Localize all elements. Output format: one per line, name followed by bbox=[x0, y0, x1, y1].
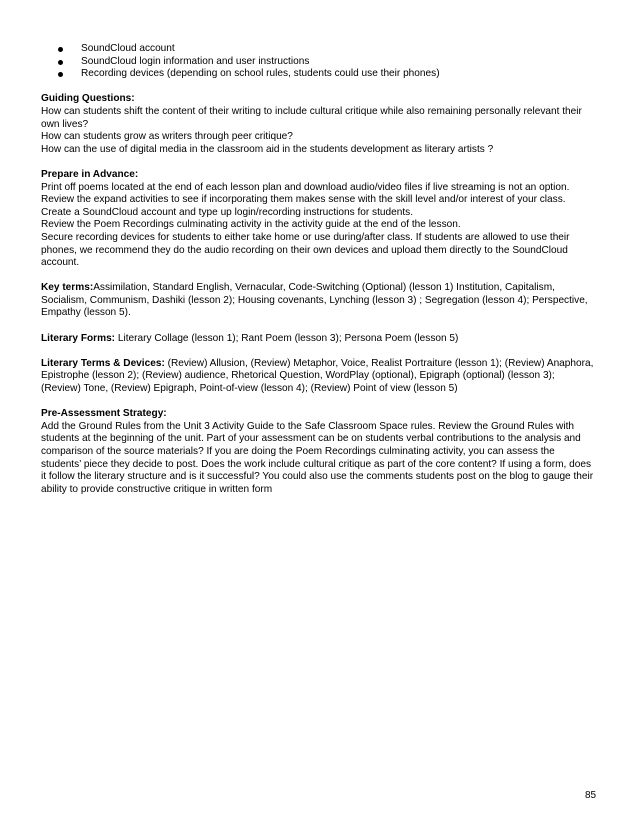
guiding-questions-section bbox=[41, 93, 597, 156]
literary-forms-heading: Literary Forms: bbox=[41, 332, 116, 344]
bullet-icon bbox=[58, 60, 63, 65]
literary-terms-section bbox=[41, 358, 597, 396]
bullet-icon bbox=[58, 72, 63, 77]
literary-forms-text: Literary Collage (lesson 1); Rant Poem (lesson 3); Persona Poem (lesson 5) bbox=[115, 332, 459, 344]
prepare-line: Print off poems located at the end of each lesson plan and download audio/video files if live streaming is not an option. bbox=[41, 181, 570, 193]
key-terms-text: Assimilation, Standard English, Vernacular, Code-Switching (Optional) (lesson 1) Institution, Capitalism, Socialism, Communism, Dashiki (lesson 2); Housing covenants, Lynching (lesson 3) ; Segregation (lesson 4); Perspective, Empathy (lesson 5). bbox=[41, 282, 588, 319]
list-item: Recording devices (depending on school rules, students could use their phones) bbox=[41, 68, 597, 81]
guiding-questions-heading: Guiding Questions: bbox=[41, 93, 135, 105]
guiding-question: How can students shift the content of their writing to include cultural critique while also remaining personally relevant their own lives? bbox=[41, 105, 582, 130]
page-number: 85 bbox=[585, 790, 597, 801]
prepare-line: Review the expand activities to see if incorporating them makes sense with the skill level and/or interest of your class. bbox=[41, 194, 566, 206]
materials-list bbox=[41, 43, 597, 81]
guiding-question: How can students grow as writers through peer critique? bbox=[41, 131, 293, 143]
prepare-line: Create a SoundCloud account and type up login/recording instructions for students. bbox=[41, 206, 414, 218]
key-terms-heading: Key terms: bbox=[41, 282, 94, 294]
prepare-heading: Prepare in Advance: bbox=[41, 168, 139, 180]
bullet-icon bbox=[58, 47, 63, 52]
prepare-section bbox=[41, 169, 597, 270]
pre-assessment-heading: Pre-Assessment Strategy: bbox=[41, 408, 167, 420]
literary-terms-text: (Review) Allusion, (Review) Metaphor, Voice, Realist Portraiture (lesson 1); (Review) Anaphora, Epistrophe (lesson 2); (Review) audience, Rhetorical Question, WordPlay (optional), Epigraph (optional) (lesson 3); (Review) Tone, (Review) Epigraph, Point-of-view (lesson 4); (Review) Point of view (lesson 5) bbox=[41, 357, 594, 395]
guiding-question: How can the use of digital media in the classroom aid in the students development as literary artists ? bbox=[41, 143, 494, 155]
prepare-line: Secure recording devices for students to either take home or use during/after class. If students are allowed to use their phones, we recommend they do the audio recording on their own devices and upload them directly to the SoundCloud account. bbox=[41, 231, 570, 269]
key-terms-section bbox=[41, 282, 597, 320]
list-item: SoundCloud account bbox=[41, 43, 597, 56]
list-item: SoundCloud login information and user instructions bbox=[41, 56, 597, 69]
literary-terms-heading: Literary Terms & Devices: bbox=[41, 357, 165, 369]
pre-assessment-section bbox=[41, 408, 597, 496]
prepare-line: Review the Poem Recordings culminating activity in the activity guide at the end of the lesson. bbox=[41, 219, 461, 231]
literary-forms-section bbox=[41, 333, 597, 346]
pre-assessment-text: Add the Ground Rules from the Unit 3 Activity Guide to the Safe Classroom Space rules. Review the Ground Rules with students at the beginning of the unit. Part of your assessment can be on students verbal contributions to the analysis and comparison of the source materials? If you are doing the Poem Recordings culminating activity, you can assess the students’ piece they decide to post. Does the work include cultural critique as part of the core content? If using a form, does it follow the literary structure and is it successful? You could also use the comments students post on the blog to gauge their ability to provide constructive critique in written form bbox=[41, 420, 594, 495]
document-page bbox=[41, 43, 597, 496]
